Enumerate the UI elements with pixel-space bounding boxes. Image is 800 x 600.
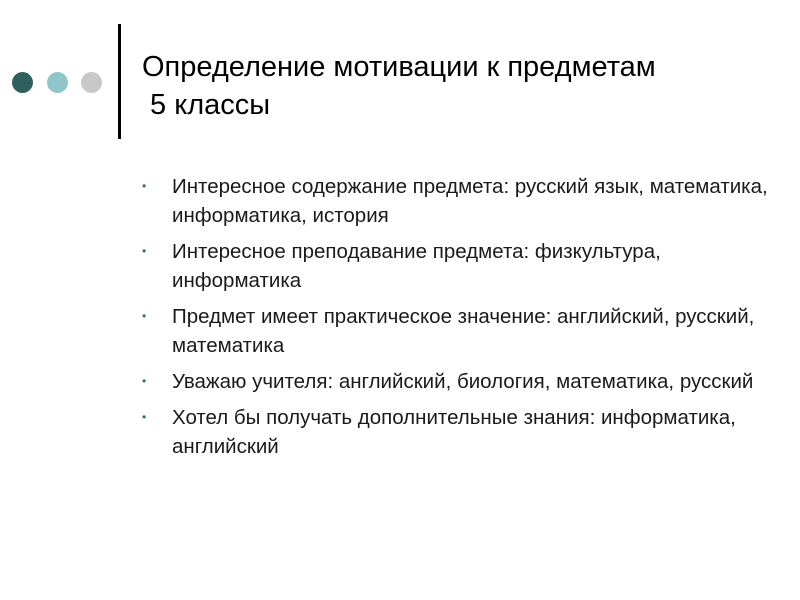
bullet-text: Уважаю учителя: английский, биология, математика, русский bbox=[172, 370, 754, 393]
slide-title bbox=[142, 48, 782, 124]
bullet-list bbox=[140, 172, 780, 468]
gray-dot-icon bbox=[81, 72, 102, 93]
bullet-text: Хотел бы получать дополнительные знания: информатика, английский bbox=[172, 406, 736, 458]
slide-title-line-1: Определение мотивации к предметам bbox=[142, 51, 656, 83]
slide-title-line-2: 5 классы bbox=[142, 89, 271, 121]
bullet-marker-icon: • bbox=[142, 244, 147, 258]
bullet-text: Интересное содержание предмета: русский язык, математика, информатика, история bbox=[172, 175, 768, 227]
bullet-item bbox=[140, 403, 780, 461]
light-teal-dot-icon bbox=[47, 72, 68, 93]
bullet-item bbox=[140, 172, 780, 230]
bullet-item bbox=[140, 237, 780, 295]
bullet-marker-icon: • bbox=[142, 309, 147, 323]
bullet-marker-icon: • bbox=[142, 374, 147, 388]
bullet-item bbox=[140, 367, 780, 396]
bullet-item bbox=[140, 302, 780, 360]
bullet-text: Интересное преподавание предмета: физкультура, информатика bbox=[172, 240, 661, 292]
decorative-dots bbox=[12, 72, 104, 94]
bullet-marker-icon: • bbox=[142, 179, 147, 193]
dark-teal-dot-icon bbox=[12, 72, 33, 93]
title-accent-line bbox=[118, 24, 121, 139]
bullet-text: Предмет имеет практическое значение: английский, русский, математика bbox=[172, 305, 755, 357]
bullet-marker-icon: • bbox=[142, 410, 147, 424]
